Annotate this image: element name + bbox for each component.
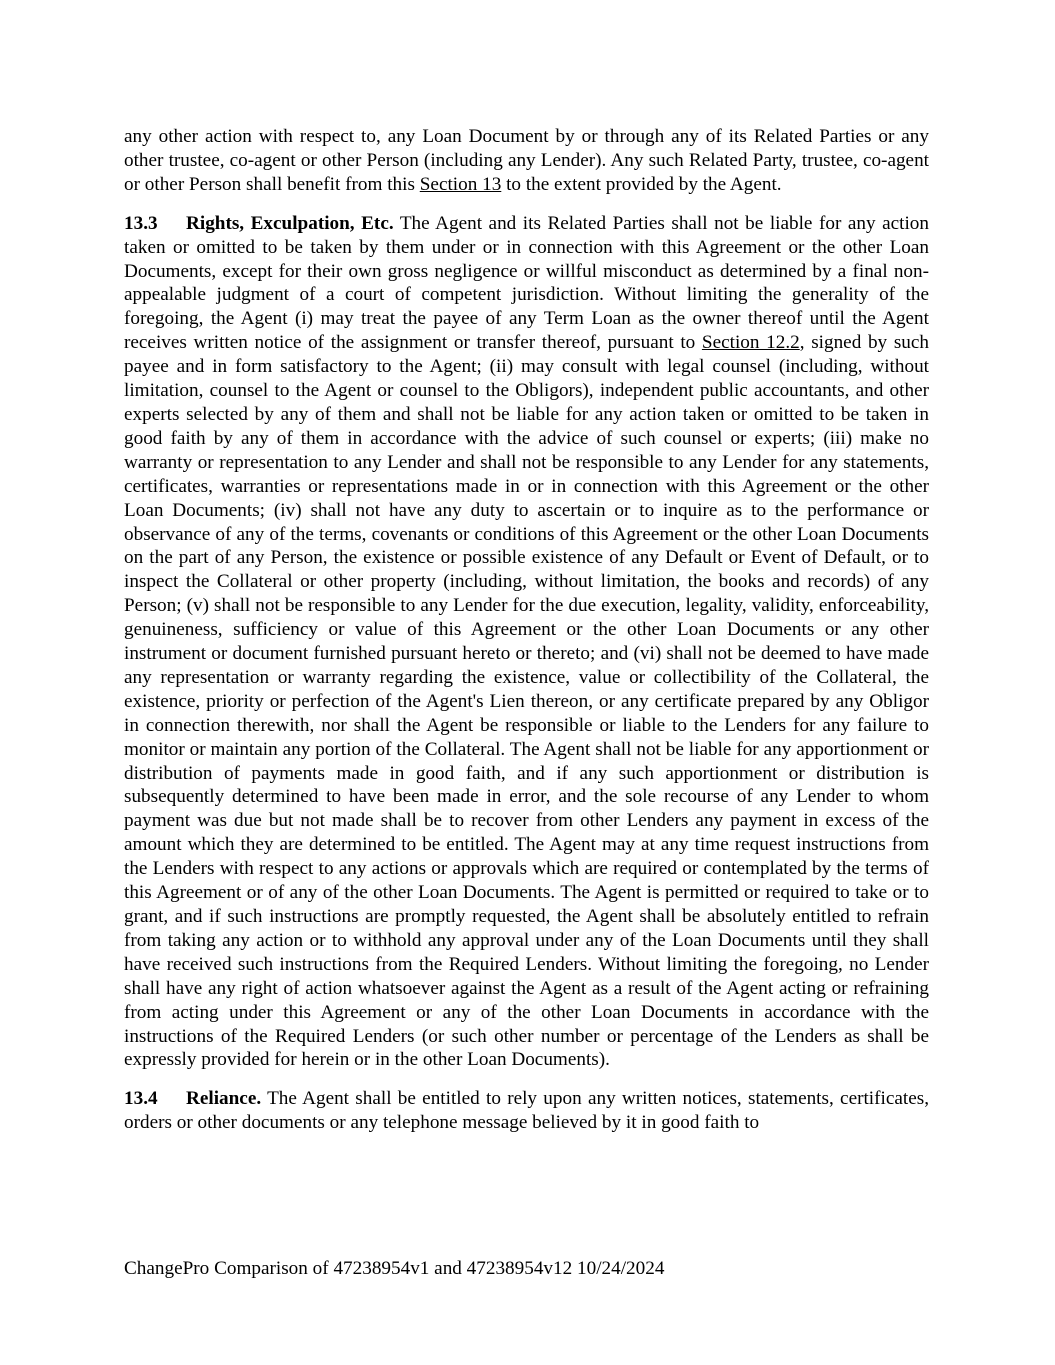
section-title: Reliance. xyxy=(186,1088,262,1110)
section-13-reference: Section 13 xyxy=(419,173,502,195)
section-13-4-paragraph xyxy=(124,1087,929,1135)
paragraph-text: to the extent provided by the Agent. xyxy=(501,173,782,195)
section-12-2-reference: Section 12.2 xyxy=(701,332,800,354)
section-number: 13.4 xyxy=(124,1088,158,1110)
section-title: Rights, Exculpation, Etc. xyxy=(186,212,394,234)
paragraph-text: The Agent shall be entitled to rely upon any written notices, statements, certificates, orders or other documents or any telephone message believed by it in good faith to xyxy=(124,1088,929,1134)
page-footer: ChangePro Comparison of 47238954v1 and 47238954v12 10/24/2024 xyxy=(124,1258,665,1279)
paragraph-text: The Agent and its Related Parties shall not be liable for any action taken or omitted to be taken by them under or in connection with this Agreement or the other Loan Documents, except for their own gross negligence or willful misconduct as determined by a final non-appealable judgment of a court of competent jurisdiction. Without limiting the generality of the foregoing, the Agent (i) may treat the payee of any Term Loan as the owner thereof until the Agent receives written notice of the assignment or transfer thereof, pursuant to xyxy=(124,212,929,354)
paragraph-text: , signed by such payee and in form satisfactory to the Agent; (ii) may consult with legal counsel (including, without limitation, counsel to the Agent or counsel to the Obligors), independent public accountants, and other experts selected by any of them and shall not be liable for any action taken or omitted to be taken in good faith by any of them in accordance with the advice of such counsel or experts; (iii) make no warranty or representation to any Lender and shall not be responsible to any Lender for any statements, certificates, warranties or representations made in or in connection with this Agreement or the other Loan Documents; (iv) shall not have any duty to ascertain or to inquire as to the performance or observance of any of the terms, covenants or conditions of this Agreement or the other Loan Documents on the part of any Person, the existence or possible existence of any Default or Event of Default, or to inspect the Collateral or other property (including, without limitation, the books and records) of any Person; (v) shall not be responsible to any Lender for the due execution, legality, validity, enforceability, genuineness, sufficiency or value of this Agreement or the other Loan Documents or any other instrument or document furnished pursuant hereto or thereto; and (vi) shall not be deemed to have made any representation or warranty regarding the existence, value or collectibility of the Collateral, the existence, priority or perfection of the Agent's Lien thereon, or any certificate prepared by any Obligor in connection therewith, nor shall the Agent be responsible or liable to the Lenders for any failure to monitor or maintain any portion of the Collateral. The Agent shall not be liable for any apportionment or distribution of payments made in good faith, and if any such apportionment or distribution is subsequently determined to have been made in error, and the sole recourse of any Lender to whom payment was due but not made shall be to recover from other Lenders any payment in excess of the amount which they are determined to be entitled. The Agent may at any time request instructions from the Lenders with respect to any actions or approvals which are required or contemplated by the terms of this Agreement or of any of the other Loan Documents. The Agent is permitted or required to take or to grant, and if such instructions are promptly requested, the Agent shall be absolutely entitled to refrain from taking any action or to withhold any approval under any of the Loan Documents until they shall have received such instructions from the Required Lenders. Without limiting the foregoing, no Lender shall have any right of action whatsoever against the Agent as a result of the Agent acting or refraining from acting under this Agreement or any of the other Loan Documents in accordance with the instructions of the Required Lenders (or such other number or percentage of the Lenders as shall be expressly provided for herein or in the other Loan Documents). xyxy=(124,332,929,1071)
paragraph-continuation xyxy=(124,125,929,197)
section-13-3-paragraph xyxy=(124,212,929,1073)
section-number: 13.3 xyxy=(124,212,158,234)
paragraph-text: any other action with respect to, any Loan Document by or through any of its Related Parties or any other trustee, co-agent or other Person (including any Lender). Any such Related Party, trustee, co-agent or other Person shall benefit from this xyxy=(124,126,929,195)
document-page xyxy=(124,125,929,1150)
